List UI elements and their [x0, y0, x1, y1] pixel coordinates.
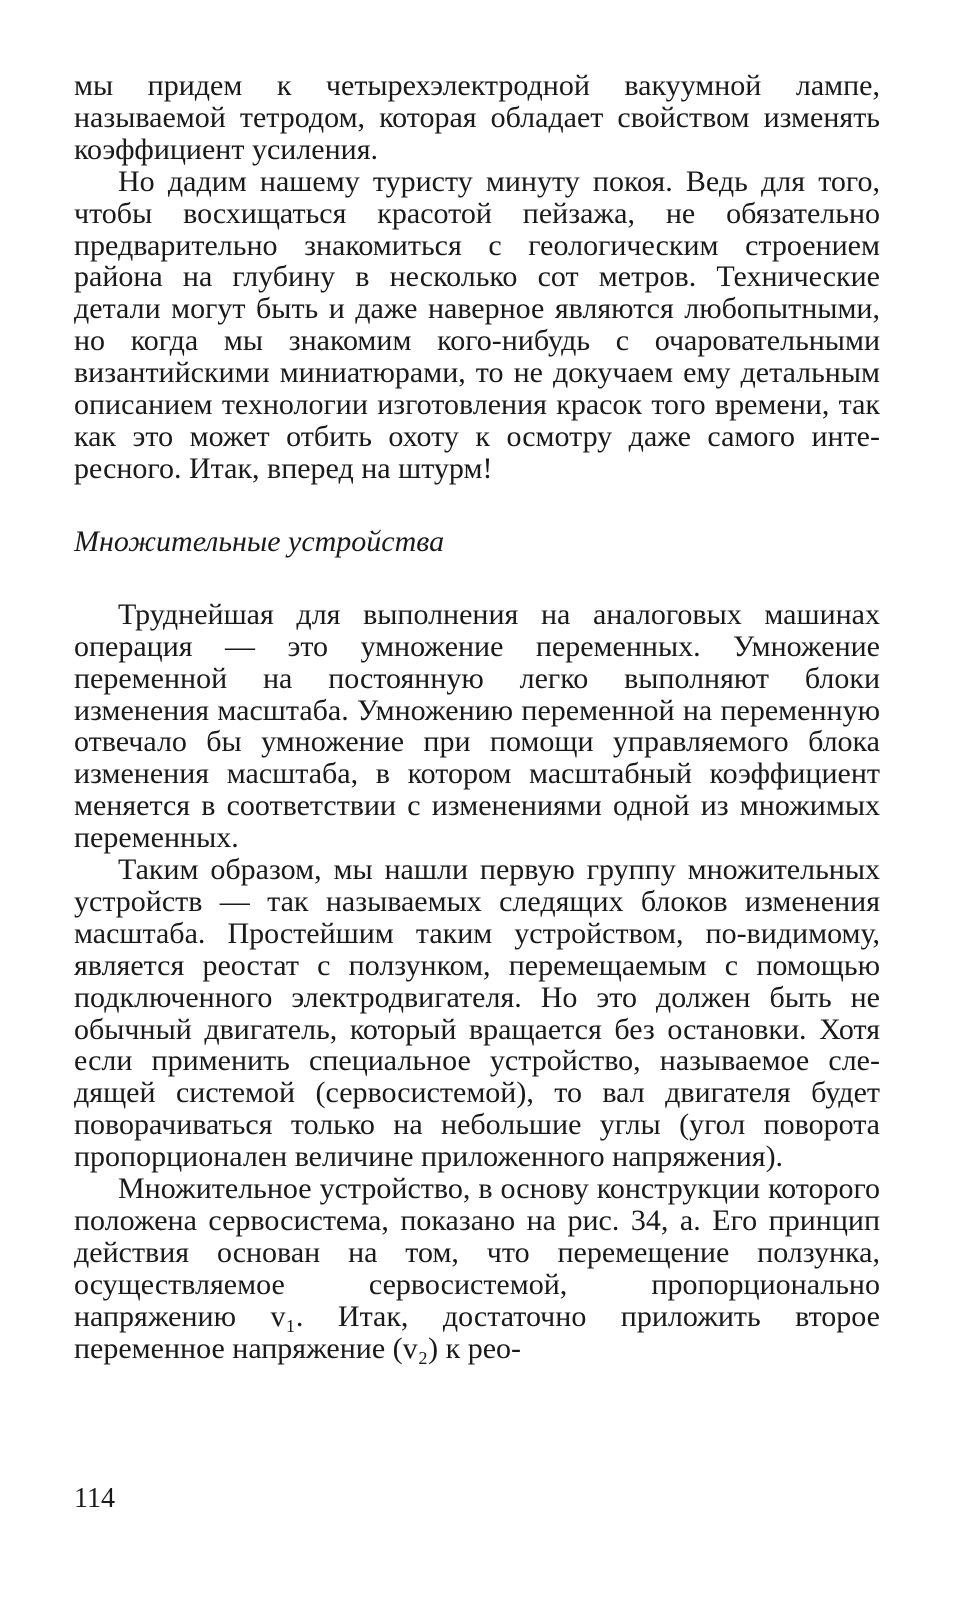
- section-heading: Множительные устройства: [74, 524, 445, 558]
- paragraph-tourist: Но дадим нашему туристу минуту покоя. Ведь для того, чтобы восхищаться красотой пейзажа, не обязательно предварительно знакомиться с геологическим строением района на глубину в несколько сот метров. Технические детали могут быть и даже наверное являются любопытными, но когда мы знакомим кого-нибудь с очаровательными византийскими миниатюрами, то не докучаем ему детальным описанием технологии изготовления красок того времени, так как это может отбить охоту к осмотру даже самого интересного. Итак, вперед на штурм!: [74, 164, 880, 485]
- paragraph-multiplication: Труднейшая для выполнения на аналоговых машинах операция — это умножение переменных. Умножение переменной на постоянную легко выполняют блоки изменения масштаба. Умножению переменной на переменную отвечало бы умножение при помощи управляемого блока изменения масштаба, в котором масштабный коэффициент меняется в соответствии с изменениями одной из множимых переменных.: [74, 597, 880, 855]
- paragraph-servo-blocks: Таким образом, мы нашли первую группу множительных устройств — так называемых следящих блоков изменения масштаба. Простейшим таким устройством, по-видимому, является реостат с ползунком, перемещаемым с помощью подключенного электродвигателя. Но это должен быть не обычный двигатель, который вращается без остановки. Хотя если применить специальное устройство, называемое следящей системой (сервосистемой), то вал двигателя будет поворачиваться только на небольшие углы (угол поворота пропорционален величине приложенного напряжения).: [74, 853, 880, 1174]
- page-number: 114: [74, 1483, 115, 1514]
- paragraph-multiplier-device: Множительное устройство, в основу конструкции которого положена сервосистема, показано на рис. 34, а. Его принцип действия основан на том, что перемещение ползунка, осуществляемое сервосистемой, пропорционально напряжению v₁. Итак, достаточно приложить второе переменное напряжение (v₂) к рео-: [74, 1172, 880, 1365]
- paragraph-continuation: мы придем к четырехэлектродной вакуумной лампе, называемой тетродом, которая обладает свойством изменять коэффициент усиления.: [74, 69, 880, 166]
- page-body: [74, 70, 880, 1365]
